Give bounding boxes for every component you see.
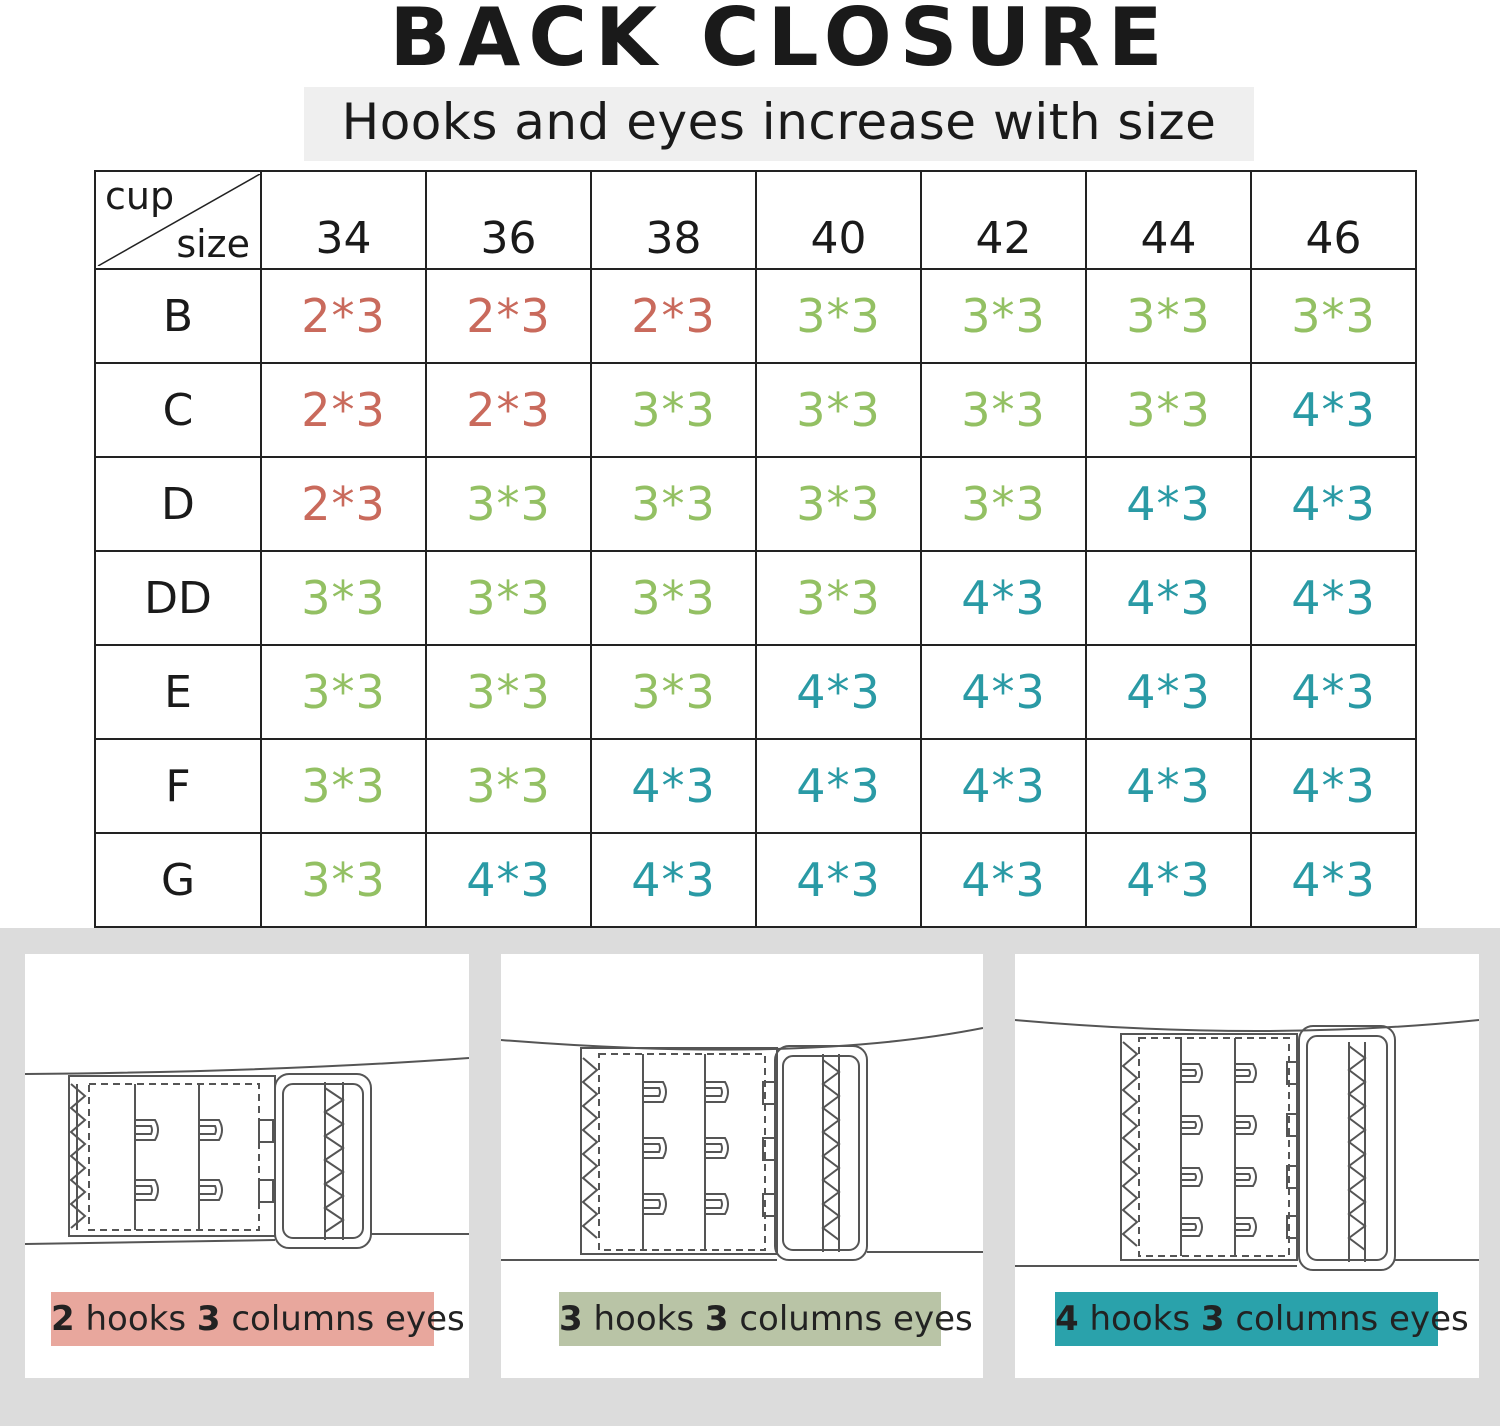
row-header: F <box>95 739 261 833</box>
label-cols-count: 3 <box>1200 1299 1225 1339</box>
label-hooks-count: 4 <box>1055 1299 1079 1339</box>
table-cell: 3*3 <box>261 739 426 833</box>
table-cell: 4*3 <box>1251 363 1416 457</box>
table-cell: 3*3 <box>591 551 756 645</box>
table-cell: 4*3 <box>756 645 921 739</box>
table-cell: 4*3 <box>921 739 1086 833</box>
table-cell: 3*3 <box>1086 363 1251 457</box>
label-3-hooks-3-columns <box>559 1292 973 1346</box>
table-cell: 2*3 <box>426 269 591 363</box>
label-2-hooks-3-columns <box>51 1292 465 1346</box>
table-cell: 2*3 <box>261 363 426 457</box>
page-subtitle: Hooks and eyes increase with size <box>341 93 1217 151</box>
closure-panel-2-hooks <box>25 954 469 1378</box>
label-hooks-word: hooks <box>1089 1299 1191 1339</box>
table-cell: 3*3 <box>426 739 591 833</box>
column-header: 38 <box>591 171 756 269</box>
table-cell: 2*3 <box>261 269 426 363</box>
table-cell: 2*3 <box>426 363 591 457</box>
table-row <box>95 457 1416 551</box>
table-cell: 3*3 <box>591 457 756 551</box>
table-row <box>95 645 1416 739</box>
table-cell: 2*3 <box>261 457 426 551</box>
row-header: E <box>95 645 261 739</box>
label-cols-count: 3 <box>196 1299 221 1339</box>
row-header: B <box>95 269 261 363</box>
label-cols-word: columns eyes <box>231 1299 465 1339</box>
label-cols-count: 3 <box>704 1299 729 1339</box>
label-cols-word: columns eyes <box>739 1299 973 1339</box>
column-header: 42 <box>921 171 1086 269</box>
table-cell: 3*3 <box>756 551 921 645</box>
table-cell: 4*3 <box>1086 739 1251 833</box>
column-header: 34 <box>261 171 426 269</box>
table-cell: 3*3 <box>426 551 591 645</box>
table-cell: 2*3 <box>591 269 756 363</box>
table-cell: 4*3 <box>1086 833 1251 927</box>
label-hooks-word: hooks <box>593 1299 695 1339</box>
table-cell: 3*3 <box>1086 269 1251 363</box>
table-row <box>95 833 1416 927</box>
table-cell: 4*3 <box>1251 551 1416 645</box>
table-cell: 3*3 <box>921 269 1086 363</box>
page-title: BACK CLOSURE <box>389 0 1171 84</box>
table-cell: 3*3 <box>756 363 921 457</box>
label-hooks-count: 3 <box>559 1299 583 1339</box>
table-cell: 4*3 <box>426 833 591 927</box>
table-cell: 3*3 <box>261 833 426 927</box>
table-cell: 3*3 <box>756 269 921 363</box>
row-header: D <box>95 457 261 551</box>
table-row <box>95 739 1416 833</box>
table-cell: 4*3 <box>1251 645 1416 739</box>
table-header-row <box>95 171 1416 269</box>
size-table <box>94 170 1417 928</box>
corner-label-size: size <box>176 222 250 266</box>
table-cell: 3*3 <box>591 645 756 739</box>
corner-label-cup: cup <box>105 174 175 218</box>
table-cell: 3*3 <box>261 551 426 645</box>
column-header: 44 <box>1086 171 1251 269</box>
table-cell: 4*3 <box>1086 457 1251 551</box>
table-row <box>95 551 1416 645</box>
label-cols-word: columns eyes <box>1235 1299 1469 1339</box>
table-cell: 4*3 <box>1251 739 1416 833</box>
column-header: 40 <box>756 171 921 269</box>
table-cell: 4*3 <box>591 739 756 833</box>
table-cell: 4*3 <box>1086 551 1251 645</box>
table-cell: 4*3 <box>1086 645 1251 739</box>
label-hooks-word: hooks <box>85 1299 187 1339</box>
table-cell: 3*3 <box>921 457 1086 551</box>
label-hooks-count: 2 <box>51 1299 75 1339</box>
label-4-hooks-3-columns <box>1055 1292 1469 1346</box>
row-header: DD <box>95 551 261 645</box>
table-cell: 3*3 <box>756 457 921 551</box>
table-cell: 4*3 <box>1251 457 1416 551</box>
row-header: G <box>95 833 261 927</box>
table-cell: 4*3 <box>921 645 1086 739</box>
closure-panel-3-hooks <box>501 954 983 1378</box>
table-cell: 4*3 <box>921 551 1086 645</box>
table-cell: 3*3 <box>591 363 756 457</box>
closure-panel-4-hooks <box>1015 954 1479 1378</box>
table-cell: 4*3 <box>756 739 921 833</box>
table-cell: 4*3 <box>591 833 756 927</box>
table-cell: 3*3 <box>426 457 591 551</box>
column-header: 36 <box>426 171 591 269</box>
table-cell: 3*3 <box>921 363 1086 457</box>
table-corner-cell <box>95 171 261 269</box>
table-cell: 4*3 <box>921 833 1086 927</box>
row-header: C <box>95 363 261 457</box>
table-cell: 4*3 <box>1251 833 1416 927</box>
column-header: 46 <box>1251 171 1416 269</box>
table-cell: 3*3 <box>426 645 591 739</box>
table-row <box>95 363 1416 457</box>
table-row <box>95 269 1416 363</box>
table-cell: 3*3 <box>261 645 426 739</box>
table-cell: 3*3 <box>1251 269 1416 363</box>
table-cell: 4*3 <box>756 833 921 927</box>
